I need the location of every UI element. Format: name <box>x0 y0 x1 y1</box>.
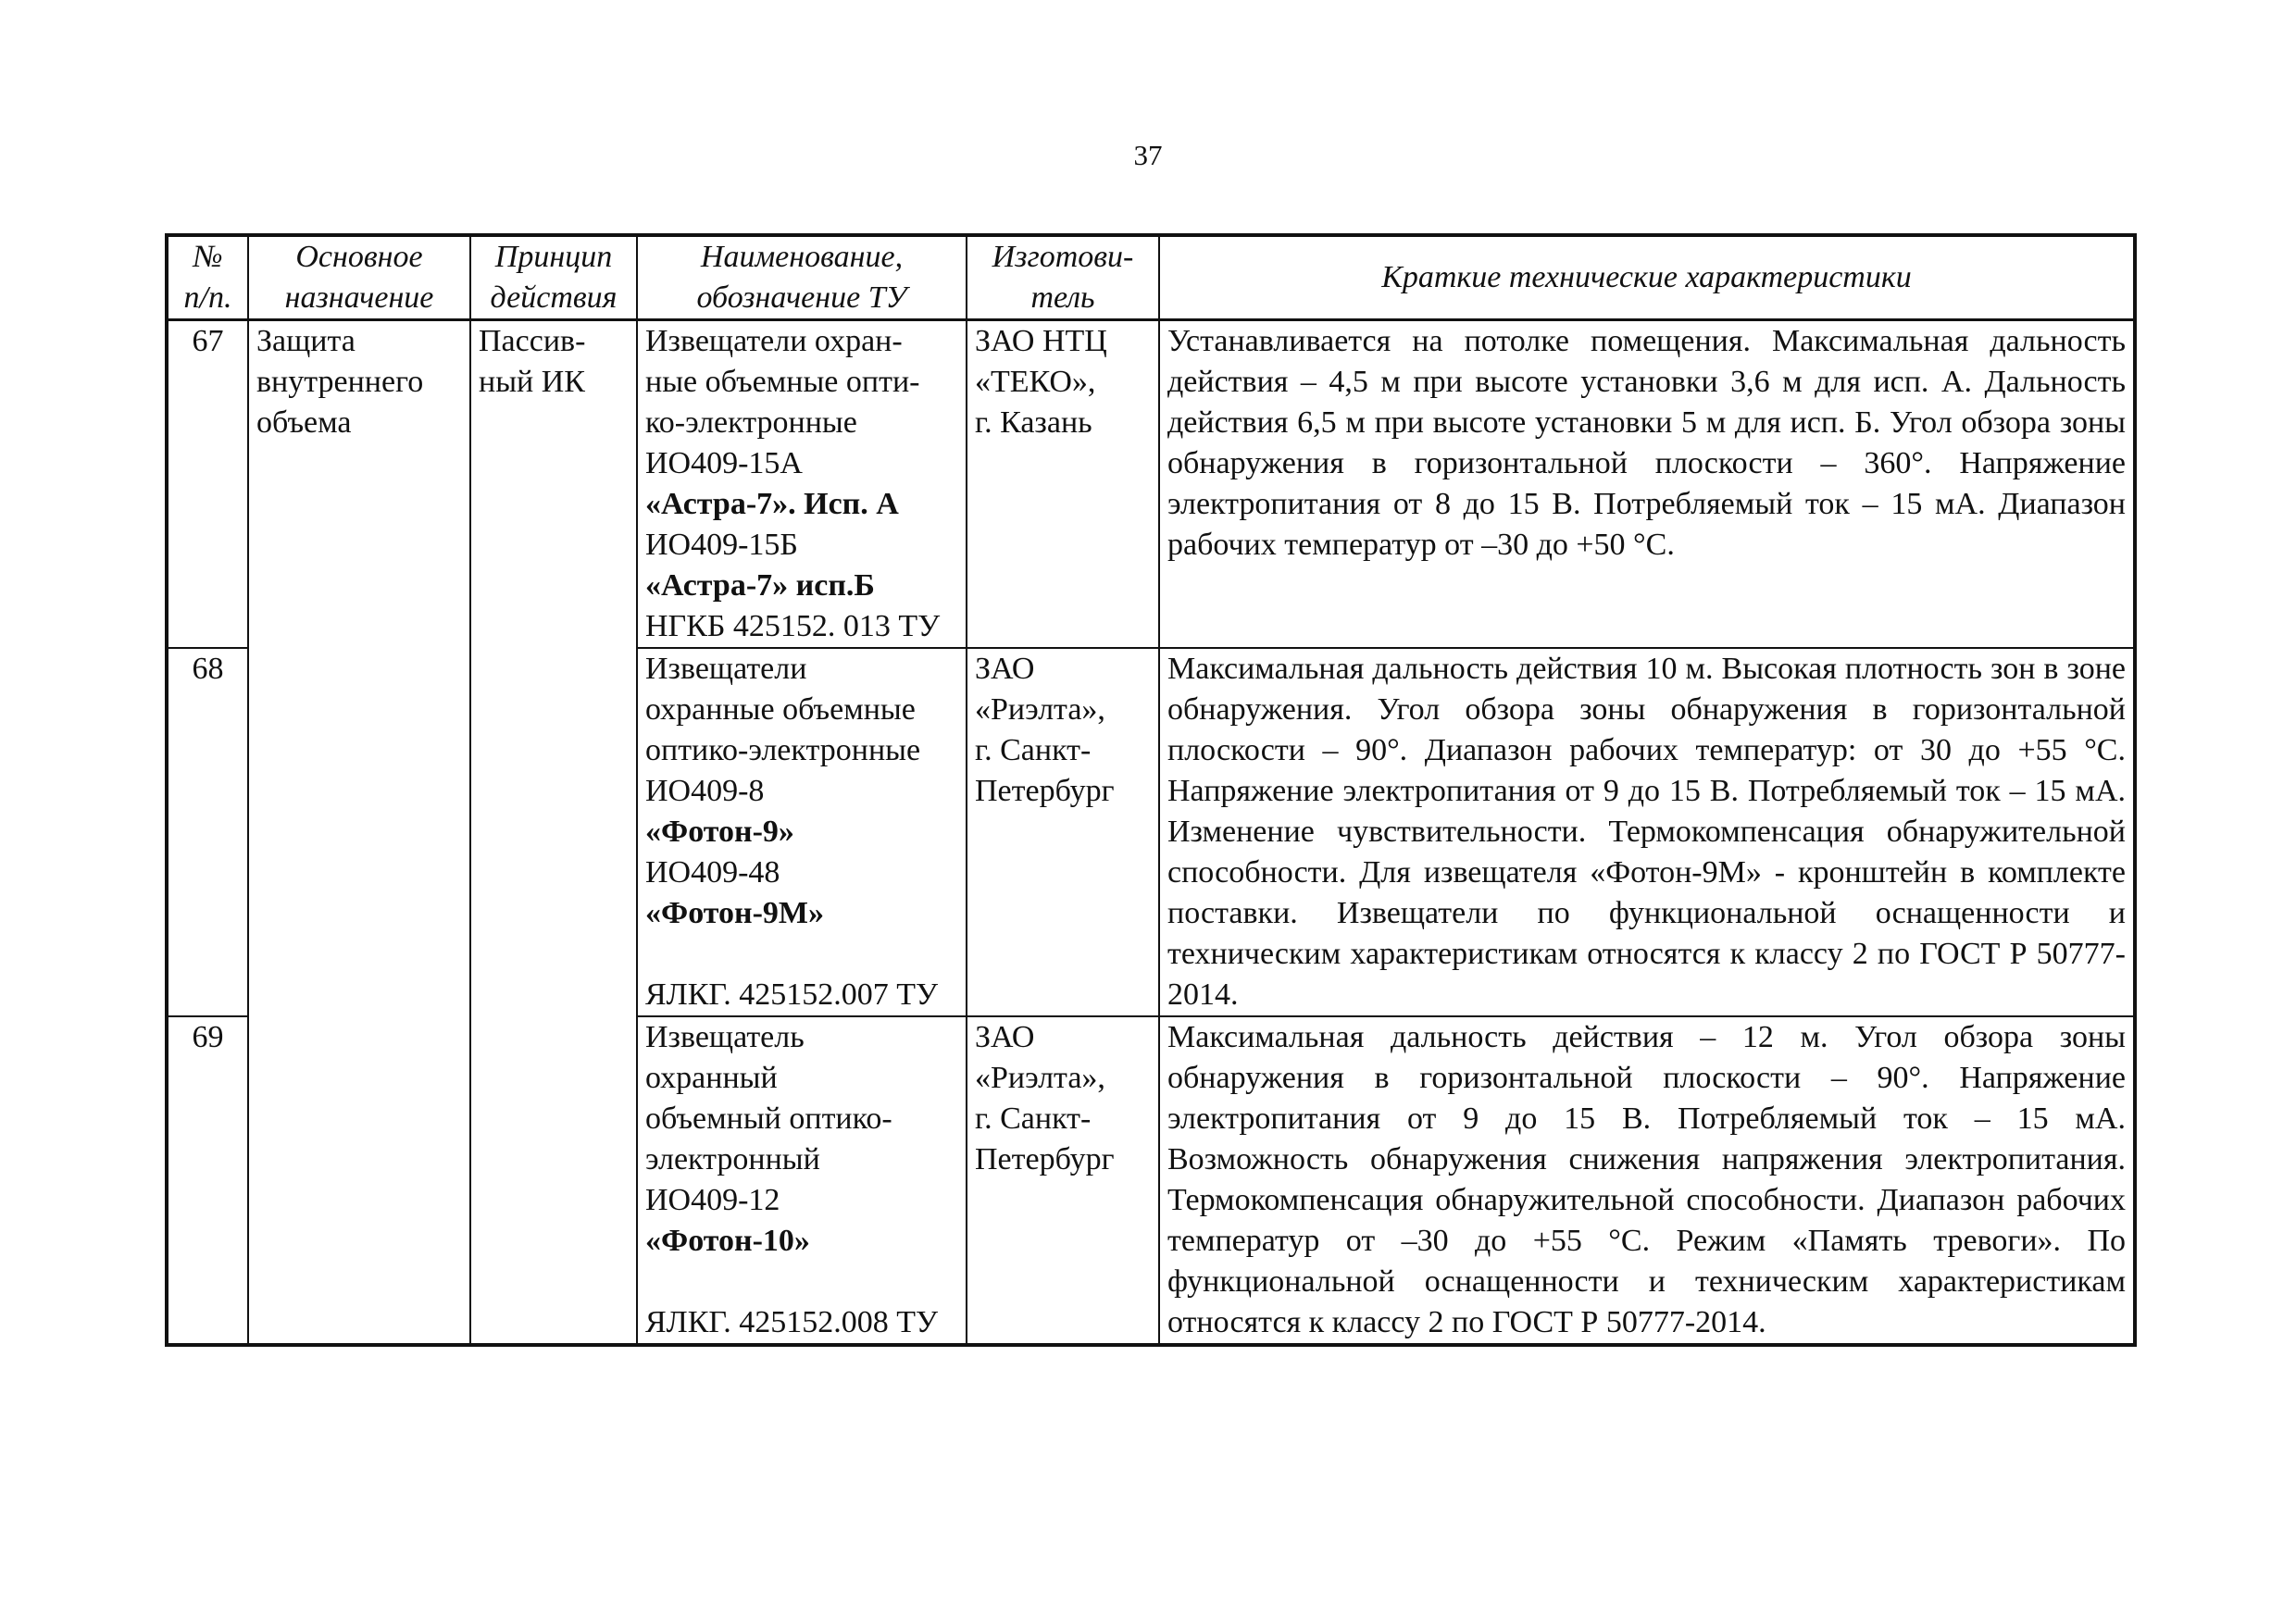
row-number: 69 <box>167 1016 248 1345</box>
device-name-cell: Извещатели охран- ные объемные опти- ко-электронные ИО409-15А «Астра-7». Исп. А ИО409-15Б «Астра-7» исп.Б НГКБ 425152. 013 ТУ <box>637 320 967 649</box>
manufacturer-cell: ЗАО НТЦ «ТЕКО», г. Казань <box>967 320 1159 649</box>
device-name-cell: Извещатель охранный объемный оптико- электронный ИО409-12 «Фотон-10» ЯЛКГ. 425152.008 ТУ <box>637 1016 967 1345</box>
manufacturer-cell: ЗАО «Риэлта», г. Санкт- Петербург <box>967 1016 1159 1345</box>
specs-cell: Максимальная дальность действия 10 м. Высокая плотность зон в зоне обнаружения. Угол обзора зоны обнаружения в горизонтальной плоскости – 90°. Диапазон рабочих температур: от 30 до +55 °С. Напряжение электропитания от 9 до 15 В. Потребляемый ток – 15 мА. Изменение чувствительности. Термокомпенсация обнаружительной способности. Для извещателя «Фотон-9М» - кронштейн в комплекте поставки. Извещатели по функциональной оснащенности и техническим характеристикам относятся к классу 2 по ГОСТ Р 50777-2014. <box>1159 648 2135 1016</box>
row-number: 67 <box>167 320 248 649</box>
specs-cell: Устанавливается на потолке помещения. Максимальная дальность действия – 4,5 м при высоте установки 3,6 м для исп. А. Дальность действия 6,5 м при высоте установки 5 м для исп. Б. Угол обзора зоны обнаружения в горизонтальной плоскости – 360°. Напряжение электропитания от 8 до 15 В. Потребляемый ток – 15 мА. Диапазон рабочих температур от –30 до +50 °С. <box>1159 320 2135 649</box>
header-purpose: Основное назначение <box>248 235 470 320</box>
header-maker: Изготови- тель <box>967 235 1159 320</box>
equipment-table <box>165 233 2137 1347</box>
header-num: № п/п. <box>167 235 248 320</box>
header-name: Наименование, обозначение ТУ <box>637 235 967 320</box>
page-number: 37 <box>1133 139 1163 171</box>
table-row <box>167 320 2135 649</box>
table-header-row <box>167 235 2135 320</box>
manufacturer-cell: ЗАО «Риэлта», г. Санкт- Петербург <box>967 648 1159 1016</box>
device-name-cell: Извещатели охранные объемные оптико-электронные ИО409-8 «Фотон-9» ИО409-48 «Фотон-9М» ЯЛКГ. 425152.007 ТУ <box>637 648 967 1016</box>
specs-cell: Максимальная дальность действия – 12 м. Угол обзора зоны обнаружения в горизонтальной плоскости – 90°. Напряжение электропитания от 9 до 15 В. Потребляемый ток – 15 мА. Возможность обнаружения снижения напряжения электропитания. Термокомпенсация обнаружительной способности. Диапазон рабочих температур от –30 до +55 °С. Режим «Память тревоги». По функциональной оснащенности и техническим характеристикам относятся к классу 2 по ГОСТ Р 50777-2014. <box>1159 1016 2135 1345</box>
header-principle: Принцип действия <box>470 235 637 320</box>
principle-cell: Пассив- ный ИК <box>470 320 637 1346</box>
purpose-cell: Защита внутреннего объема <box>248 320 470 1346</box>
row-number: 68 <box>167 648 248 1016</box>
header-specs: Краткие технические характеристики <box>1159 235 2135 320</box>
